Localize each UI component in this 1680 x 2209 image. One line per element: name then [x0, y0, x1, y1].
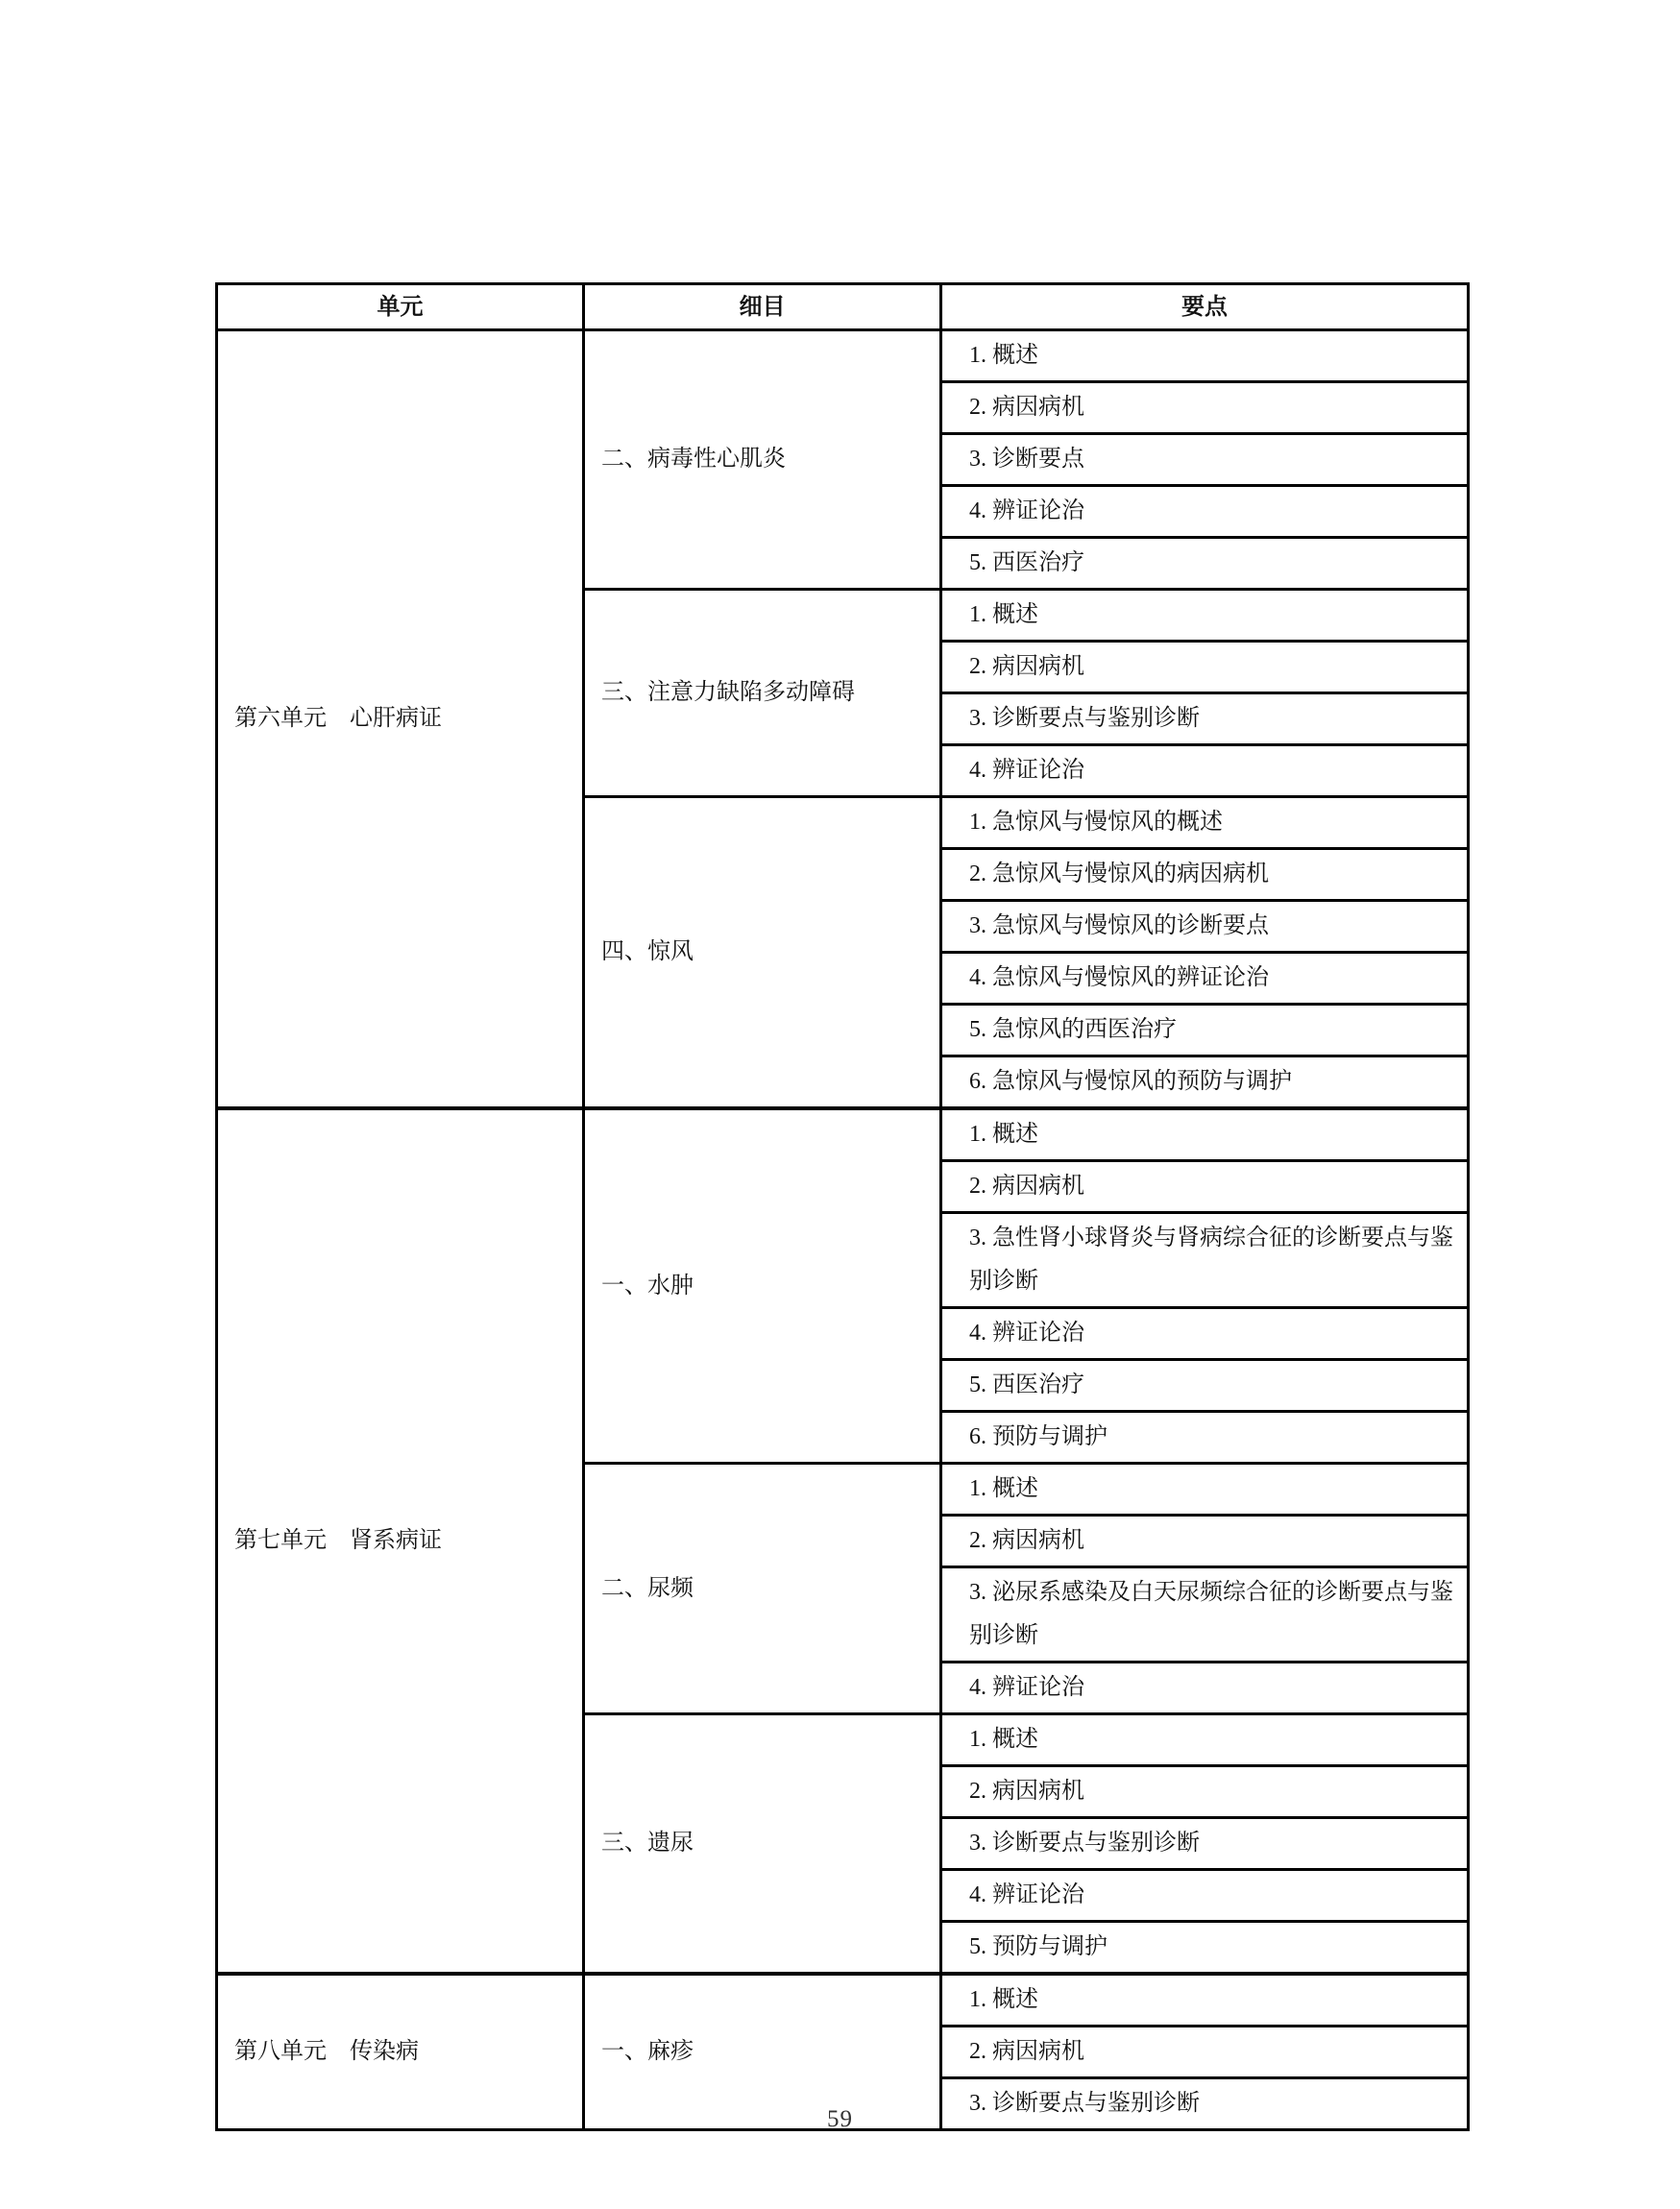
point-cell: 5. 西医治疗	[941, 1360, 1469, 1412]
page-number: 59	[827, 2106, 853, 2132]
detail-cell: 一、水肿	[584, 1108, 941, 1464]
table-body	[217, 330, 1469, 2130]
point-cell: 1. 概述	[941, 330, 1469, 382]
unit-cell: 第六单元 心肝病证	[217, 330, 584, 1109]
header-unit: 单元	[217, 284, 584, 330]
detail-cell: 二、尿频	[584, 1464, 941, 1714]
point-cell: 4. 辨证论治	[941, 1870, 1469, 1922]
point-cell: 2. 病因病机	[941, 382, 1469, 434]
point-cell: 5. 急惊风的西医治疗	[941, 1005, 1469, 1056]
point-cell: 1. 概述	[941, 1974, 1469, 2027]
point-cell: 2. 病因病机	[941, 1161, 1469, 1213]
point-cell: 2. 病因病机	[941, 2027, 1469, 2078]
header-points: 要点	[941, 284, 1469, 330]
point-cell: 3. 急性肾小球肾炎与肾病综合征的诊断要点与鉴别诊断	[941, 1213, 1469, 1308]
point-cell: 2. 急惊风与慢惊风的病因病机	[941, 849, 1469, 901]
point-cell: 1. 概述	[941, 1464, 1469, 1516]
point-cell: 4. 辨证论治	[941, 486, 1469, 538]
detail-cell: 四、惊风	[584, 797, 941, 1109]
point-cell: 4. 辨证论治	[941, 1308, 1469, 1360]
point-cell: 3. 诊断要点	[941, 434, 1469, 486]
point-cell: 2. 病因病机	[941, 642, 1469, 693]
detail-cell: 三、注意力缺陷多动障碍	[584, 590, 941, 797]
point-cell: 1. 急惊风与慢惊风的概述	[941, 797, 1469, 849]
point-cell: 1. 概述	[941, 1108, 1469, 1161]
detail-cell: 二、病毒性心肌炎	[584, 330, 941, 590]
point-cell: 3. 诊断要点与鉴别诊断	[941, 2078, 1469, 2130]
detail-cell: 一、麻疹	[584, 1974, 941, 2130]
point-cell: 1. 概述	[941, 590, 1469, 642]
header-detail: 细目	[584, 284, 941, 330]
syllabus-table	[215, 282, 1470, 2131]
point-cell: 3. 急惊风与慢惊风的诊断要点	[941, 901, 1469, 953]
unit-cell: 第七单元 肾系病证	[217, 1108, 584, 1974]
point-cell: 6. 急惊风与慢惊风的预防与调护	[941, 1056, 1469, 1109]
table-row	[217, 1108, 1469, 1161]
point-cell: 3. 诊断要点与鉴别诊断	[941, 693, 1469, 745]
point-cell: 3. 诊断要点与鉴别诊断	[941, 1818, 1469, 1870]
header-row	[217, 284, 1469, 330]
point-cell: 5. 预防与调护	[941, 1922, 1469, 1975]
point-cell: 2. 病因病机	[941, 1516, 1469, 1567]
point-cell: 6. 预防与调护	[941, 1412, 1469, 1464]
unit-cell: 第八单元 传染病	[217, 1974, 584, 2130]
point-cell: 2. 病因病机	[941, 1766, 1469, 1818]
point-cell: 5. 西医治疗	[941, 538, 1469, 590]
point-cell: 4. 辨证论治	[941, 1663, 1469, 1714]
point-cell: 3. 泌尿系感染及白天尿频综合征的诊断要点与鉴别诊断	[941, 1567, 1469, 1663]
point-cell: 4. 急惊风与慢惊风的辨证论治	[941, 953, 1469, 1005]
table-row	[217, 330, 1469, 382]
point-cell: 1. 概述	[941, 1714, 1469, 1766]
point-cell: 4. 辨证论治	[941, 745, 1469, 797]
detail-cell: 三、遗尿	[584, 1714, 941, 1975]
table-row	[217, 1974, 1469, 2027]
